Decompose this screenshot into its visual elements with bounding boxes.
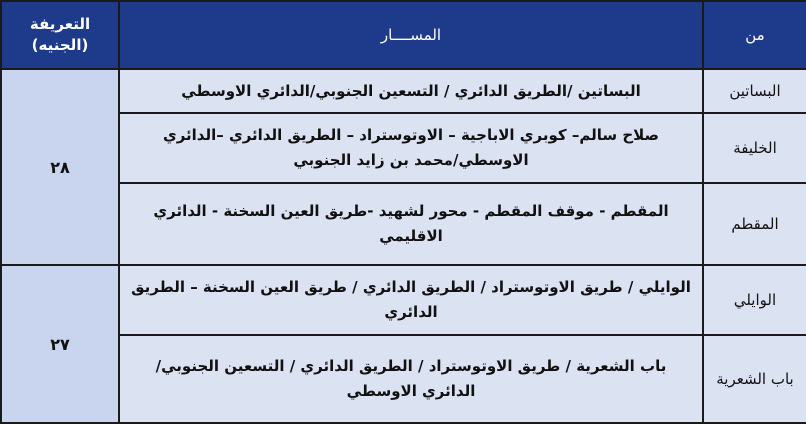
route-cell: الوايلي / طريق الاوتوستراد / الطريق الدائري / طريق العين السخنة – الطريق الدائري — [119, 265, 703, 335]
table-row — [1, 265, 806, 335]
from-cell: باب الشعرية — [703, 335, 806, 423]
header-fare-title: التعريفة — [29, 15, 91, 33]
from-cell: الوايلي — [703, 265, 806, 335]
route-cell: باب الشعرية / طريق الاوتوستراد / الطريق الدائري / التسعين الجنوبي/الدائري الاوسطي — [119, 335, 703, 423]
table-body — [1, 69, 806, 423]
from-cell: الخليفة — [703, 113, 806, 183]
route-cell: البساتين /الطريق الدائري / التسعين الجنوبي/الدائري الاوسطي — [119, 69, 703, 113]
table-row — [1, 69, 806, 113]
route-cell: صلاح سالم– كوبري الاباجية – الاوتوستراد – الطريق الدائري –الدائري الاوسطي/محمد بن زايد الجنوبي — [119, 113, 703, 183]
header-fare-unit: (الجنيه) — [31, 36, 89, 54]
table-row — [1, 183, 806, 265]
fare-cell: ٢٧ — [1, 265, 119, 423]
table-row — [1, 113, 806, 183]
from-cell: المقطم — [703, 183, 806, 265]
header-route: المســــار — [119, 1, 703, 69]
header-from: من — [703, 1, 806, 69]
header-fare — [1, 1, 119, 69]
fare-cell: ٢٨ — [1, 69, 119, 265]
route-cell: المقطم - موقف المقطم - محور لشهيد -طريق العين السخنة - الدائري الاقليمي — [119, 183, 703, 265]
table-row — [1, 335, 806, 423]
table-header — [1, 1, 806, 69]
from-cell: البساتين — [703, 69, 806, 113]
header-row — [1, 1, 806, 69]
